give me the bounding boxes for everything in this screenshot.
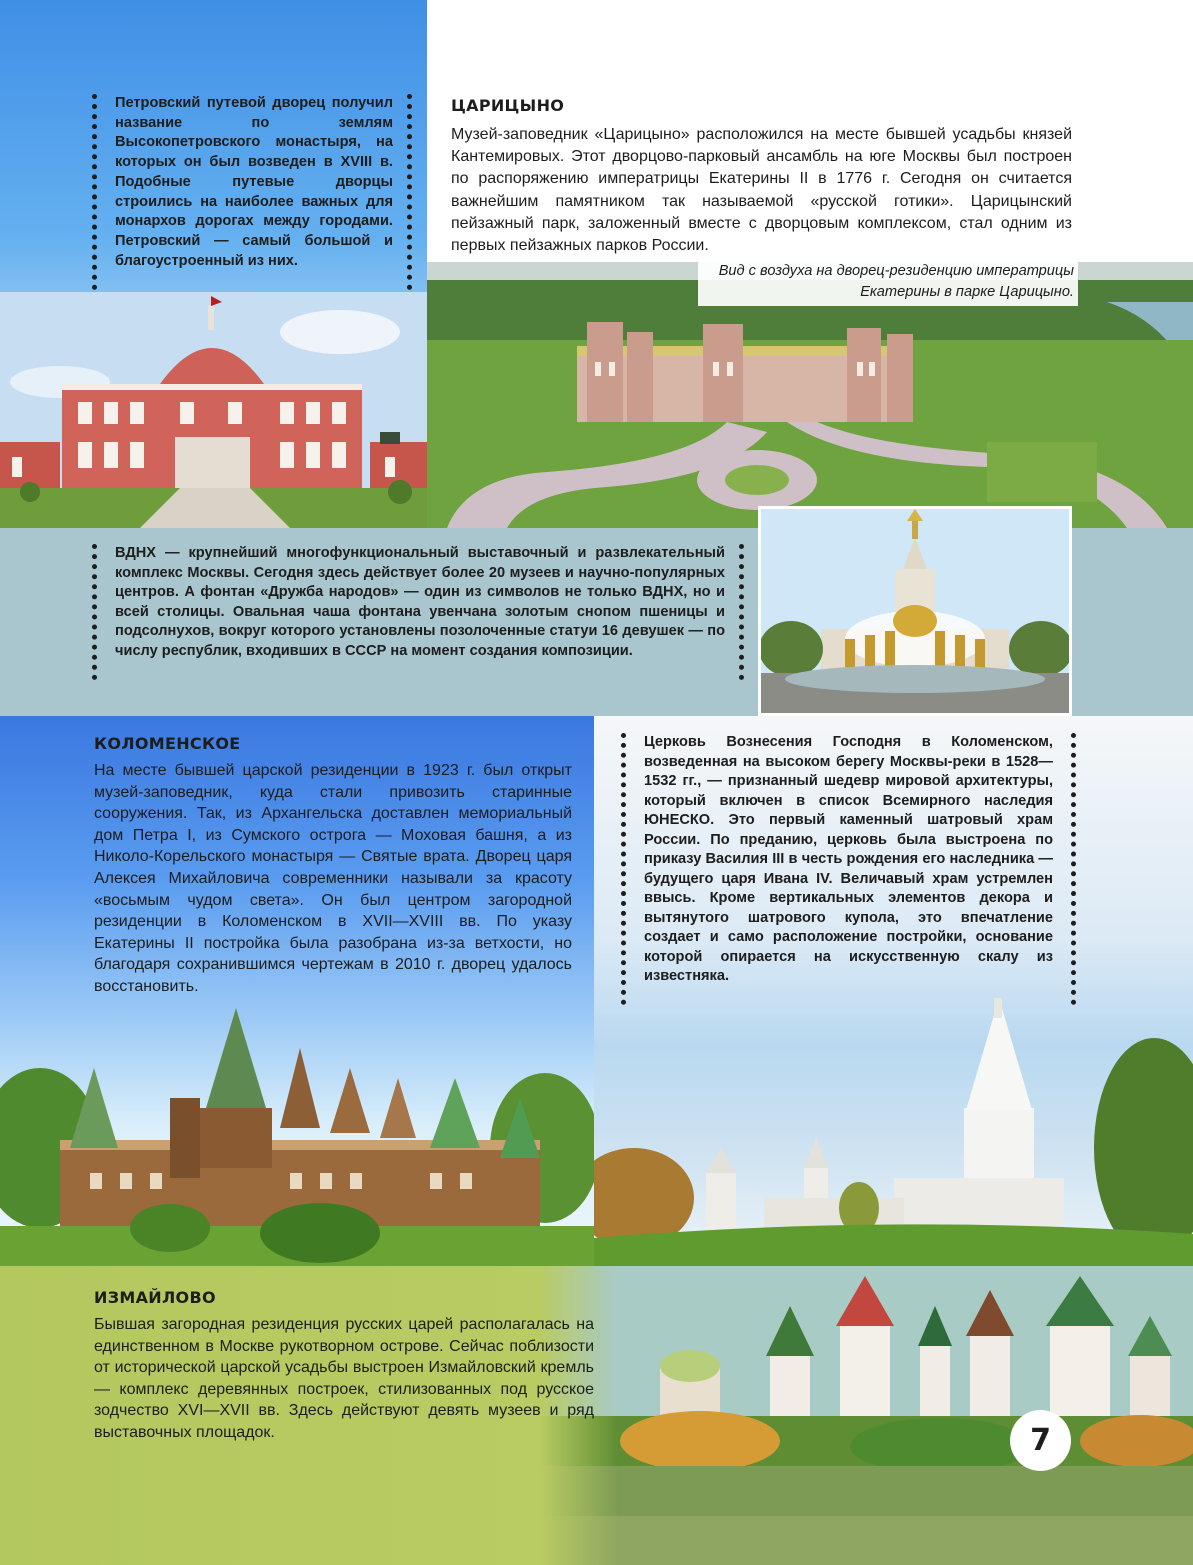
izmailovo-kremlin-photo	[540, 1266, 1193, 1565]
wooden-palace-photo	[0, 998, 594, 1266]
tsaritsyno-text: Музей-заповедник «Царицыно» расположился на месте бывшей усадьбы князей Кантемировых. Этот дворцово-парковый ансамбль на юге Москвы был построен по распоряжению императрицы Екатерины II в 1776 г. Сегодня он считается важнейшим памятником так называемой «русской готики». Царицынский пейзажный парк, заложенный вместе с дворцовым комплексом, стал одним из первых пейзажных парков России.	[451, 126, 1072, 255]
ascension-church-text: Церковь Вознесения Господня в Коломенском, возведенная на высоком берегу Москвы-реки в 1528—1532 гг., — признанный шедевр мировой архитектуры, который включен в список Всемирного наследия ЮНЕСКО. Это первый каменный шатровый храм России. По преданию, церковь была выстроена по приказу Василия III в честь рождения его наследника — будущего царя Ивана IV. Величавый храм устремлен ввысь. Кроме вертикальных элементов декора и вытянутого шатрового купола, это впечатление создает и само расположение постройки, основание которой опирается на искусственную скалу из известняка.	[621, 733, 1076, 1005]
petrovsky-text: Петровский путевой дворец получил название по землям Высокопетровского монастыря, на которых он был возведен в XVIII в. Подобные путевые дворцы строились на наиболее важных для монархов дорогах между городами. Петровский — самый большой и благоустроенный из них.	[92, 94, 412, 290]
page-number: 7	[1010, 1410, 1071, 1471]
tsaritsyno-photo-caption: Вид с воздуха на дворец-резиденцию императрицы Екатерины в парке Царицыно.	[698, 258, 1078, 306]
izmailovo-heading: ИЗМАЙЛОВО	[94, 1288, 216, 1307]
izmailovo-text: Бывшая загородная резиденция русских царей располагалась на единственном в Москве рукотворном острове. Сейчас поблизости от исторической царской усадьбы выстроен Измайловский кремль — комплекс деревянных построек, стилизованных под русское зодчество XVI—XVII вв. Здесь действуют девять музеев и ряд выставочных площадок.	[94, 1316, 594, 1441]
vdnh-fountain-photo	[758, 506, 1072, 716]
tsaritsyno-heading: ЦАРИЦЫНО	[451, 96, 565, 115]
kolomenskoye-heading: КОЛОМЕНСКОЕ	[94, 734, 241, 753]
kolomenskoye-text: На месте бывшей царской резиденции в 1923 г. был открыт музей-заповедник, куда стали привозить старинные сооружения. Так, из Архангельска доставлен мемориальный дом Петра I, из Сумского острога — Моховая башня, а из Николо-Корельского монастыря — Святые врата. Дворец царя Алексея Михайловича современники называли за красоту «восьмым чудом света». Он был центром загородной резиденции в Коломенском в XVII—XVIII вв. По указу Екатерины II постройка была разобрана из-за ветхости, но благодаря сохранившимся чертежам в 2010 г. дворец удалось восстановить.	[94, 762, 572, 995]
ascension-church-photo	[594, 998, 1193, 1266]
petrovsky-palace-photo	[0, 292, 427, 528]
vdnh-text: ВДНХ — крупнейший многофункциональный выставочный и развлекательный комплекс Москвы. Сегодня здесь действует более 20 музеев и научно-популярных центров. А фонтан «Дружба народов» — один из символов не только ВДНХ, но и всей столицы. Овальная чаша фонтана увенчана золотым снопом пшеницы и подсолнухов, вокруг которого установлены позолоченные статуи 16 девушек — по числу республик, входивших в СССР на момент создания композиции.	[92, 544, 744, 680]
